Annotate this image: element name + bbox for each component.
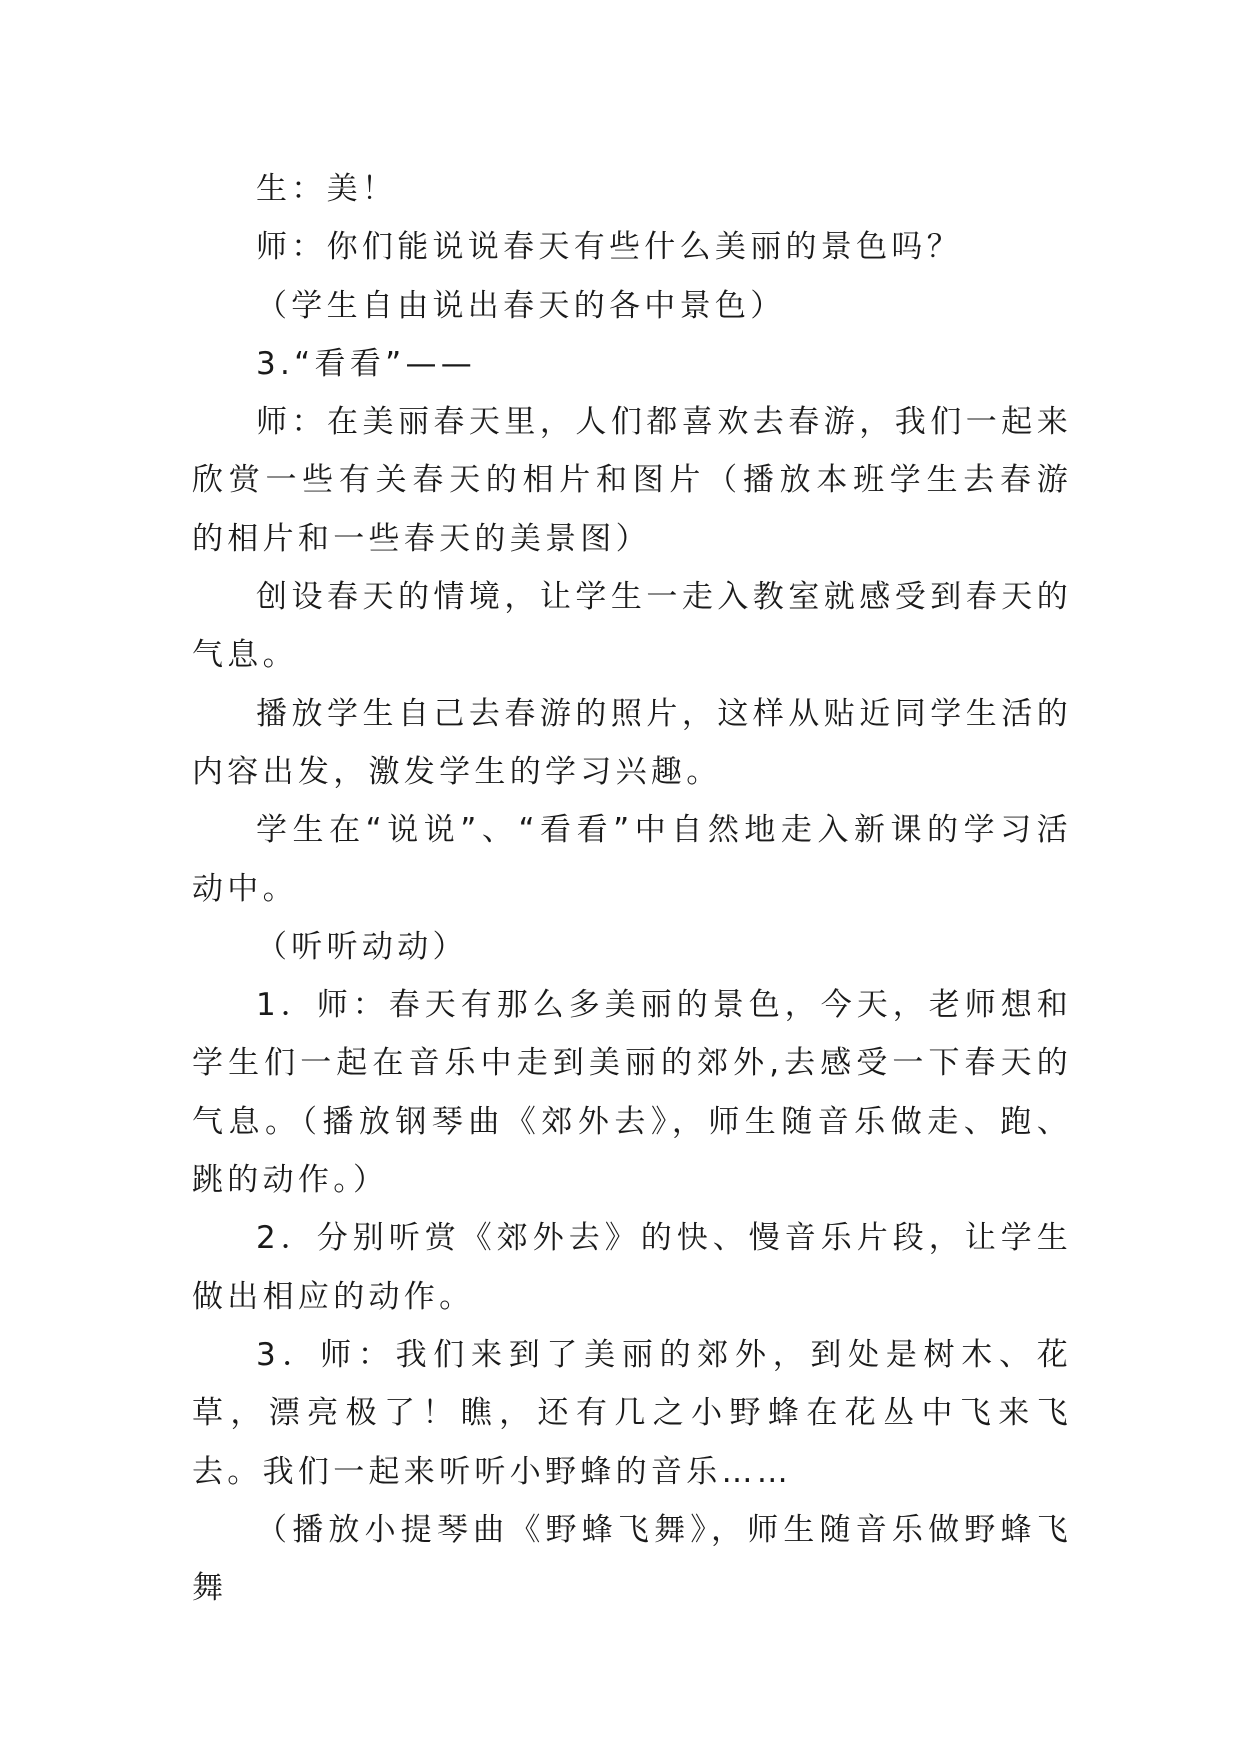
- paragraph-play-photos: 播放学生自己去春游的照片，这样从贴近同学生活的内容出发，激发学生的学习兴趣。: [192, 695, 1072, 790]
- paragraph-step-2: 2．分别听赏《郊外去》的快、慢音乐片段，让学生做出相应的动作。: [192, 1220, 1072, 1315]
- paragraph-play-violin: （播放小提琴曲《野蜂飞舞》，师生随音乐做野蜂飞舞: [192, 1511, 1072, 1607]
- paragraph-step-3: 3．师：我们来到了美丽的郊外，到处是树木、花草，漂亮极了！瞧，还有几之小野蜂在花丛中飞来飞去。我们一起来听听小野蜂的音乐……: [192, 1336, 1072, 1490]
- document-body: [192, 160, 1072, 1617]
- paragraph-students-describe: （学生自由说出春天的各中景色）: [256, 287, 786, 324]
- paragraph-create-situation: 创设春天的情境，让学生一走入教室就感受到春天的气息。: [192, 579, 1072, 674]
- paragraph-student-answer: 生：美！: [256, 171, 398, 207]
- paragraph-step-1: 1．师：春天有那么多美丽的景色，今天，老师想和学生们一起在音乐中走到美丽的郊外,去感受一下春天的气息。（播放钢琴曲《郊外去》，师生随音乐做走、跑、跳的动作。）: [192, 987, 1072, 1199]
- paragraph-teacher-spring-outing: 师：在美丽春天里，人们都喜欢去春游，我们一起来欣赏一些有关春天的相片和图片（播放本班学生去春游的相片和一些春天的美景图）: [192, 404, 1072, 557]
- paragraph-section-look: 3.“看看”——: [256, 345, 477, 382]
- paragraph-say-and-look: 学生在“说说”、“看看”中自然地走入新课的学习活动中。: [192, 812, 1072, 907]
- paragraph-section-listen-move: （听听动动）: [256, 928, 468, 965]
- paragraph-teacher-question: 师：你们能说说春天有些什么美丽的景色吗？: [256, 229, 962, 266]
